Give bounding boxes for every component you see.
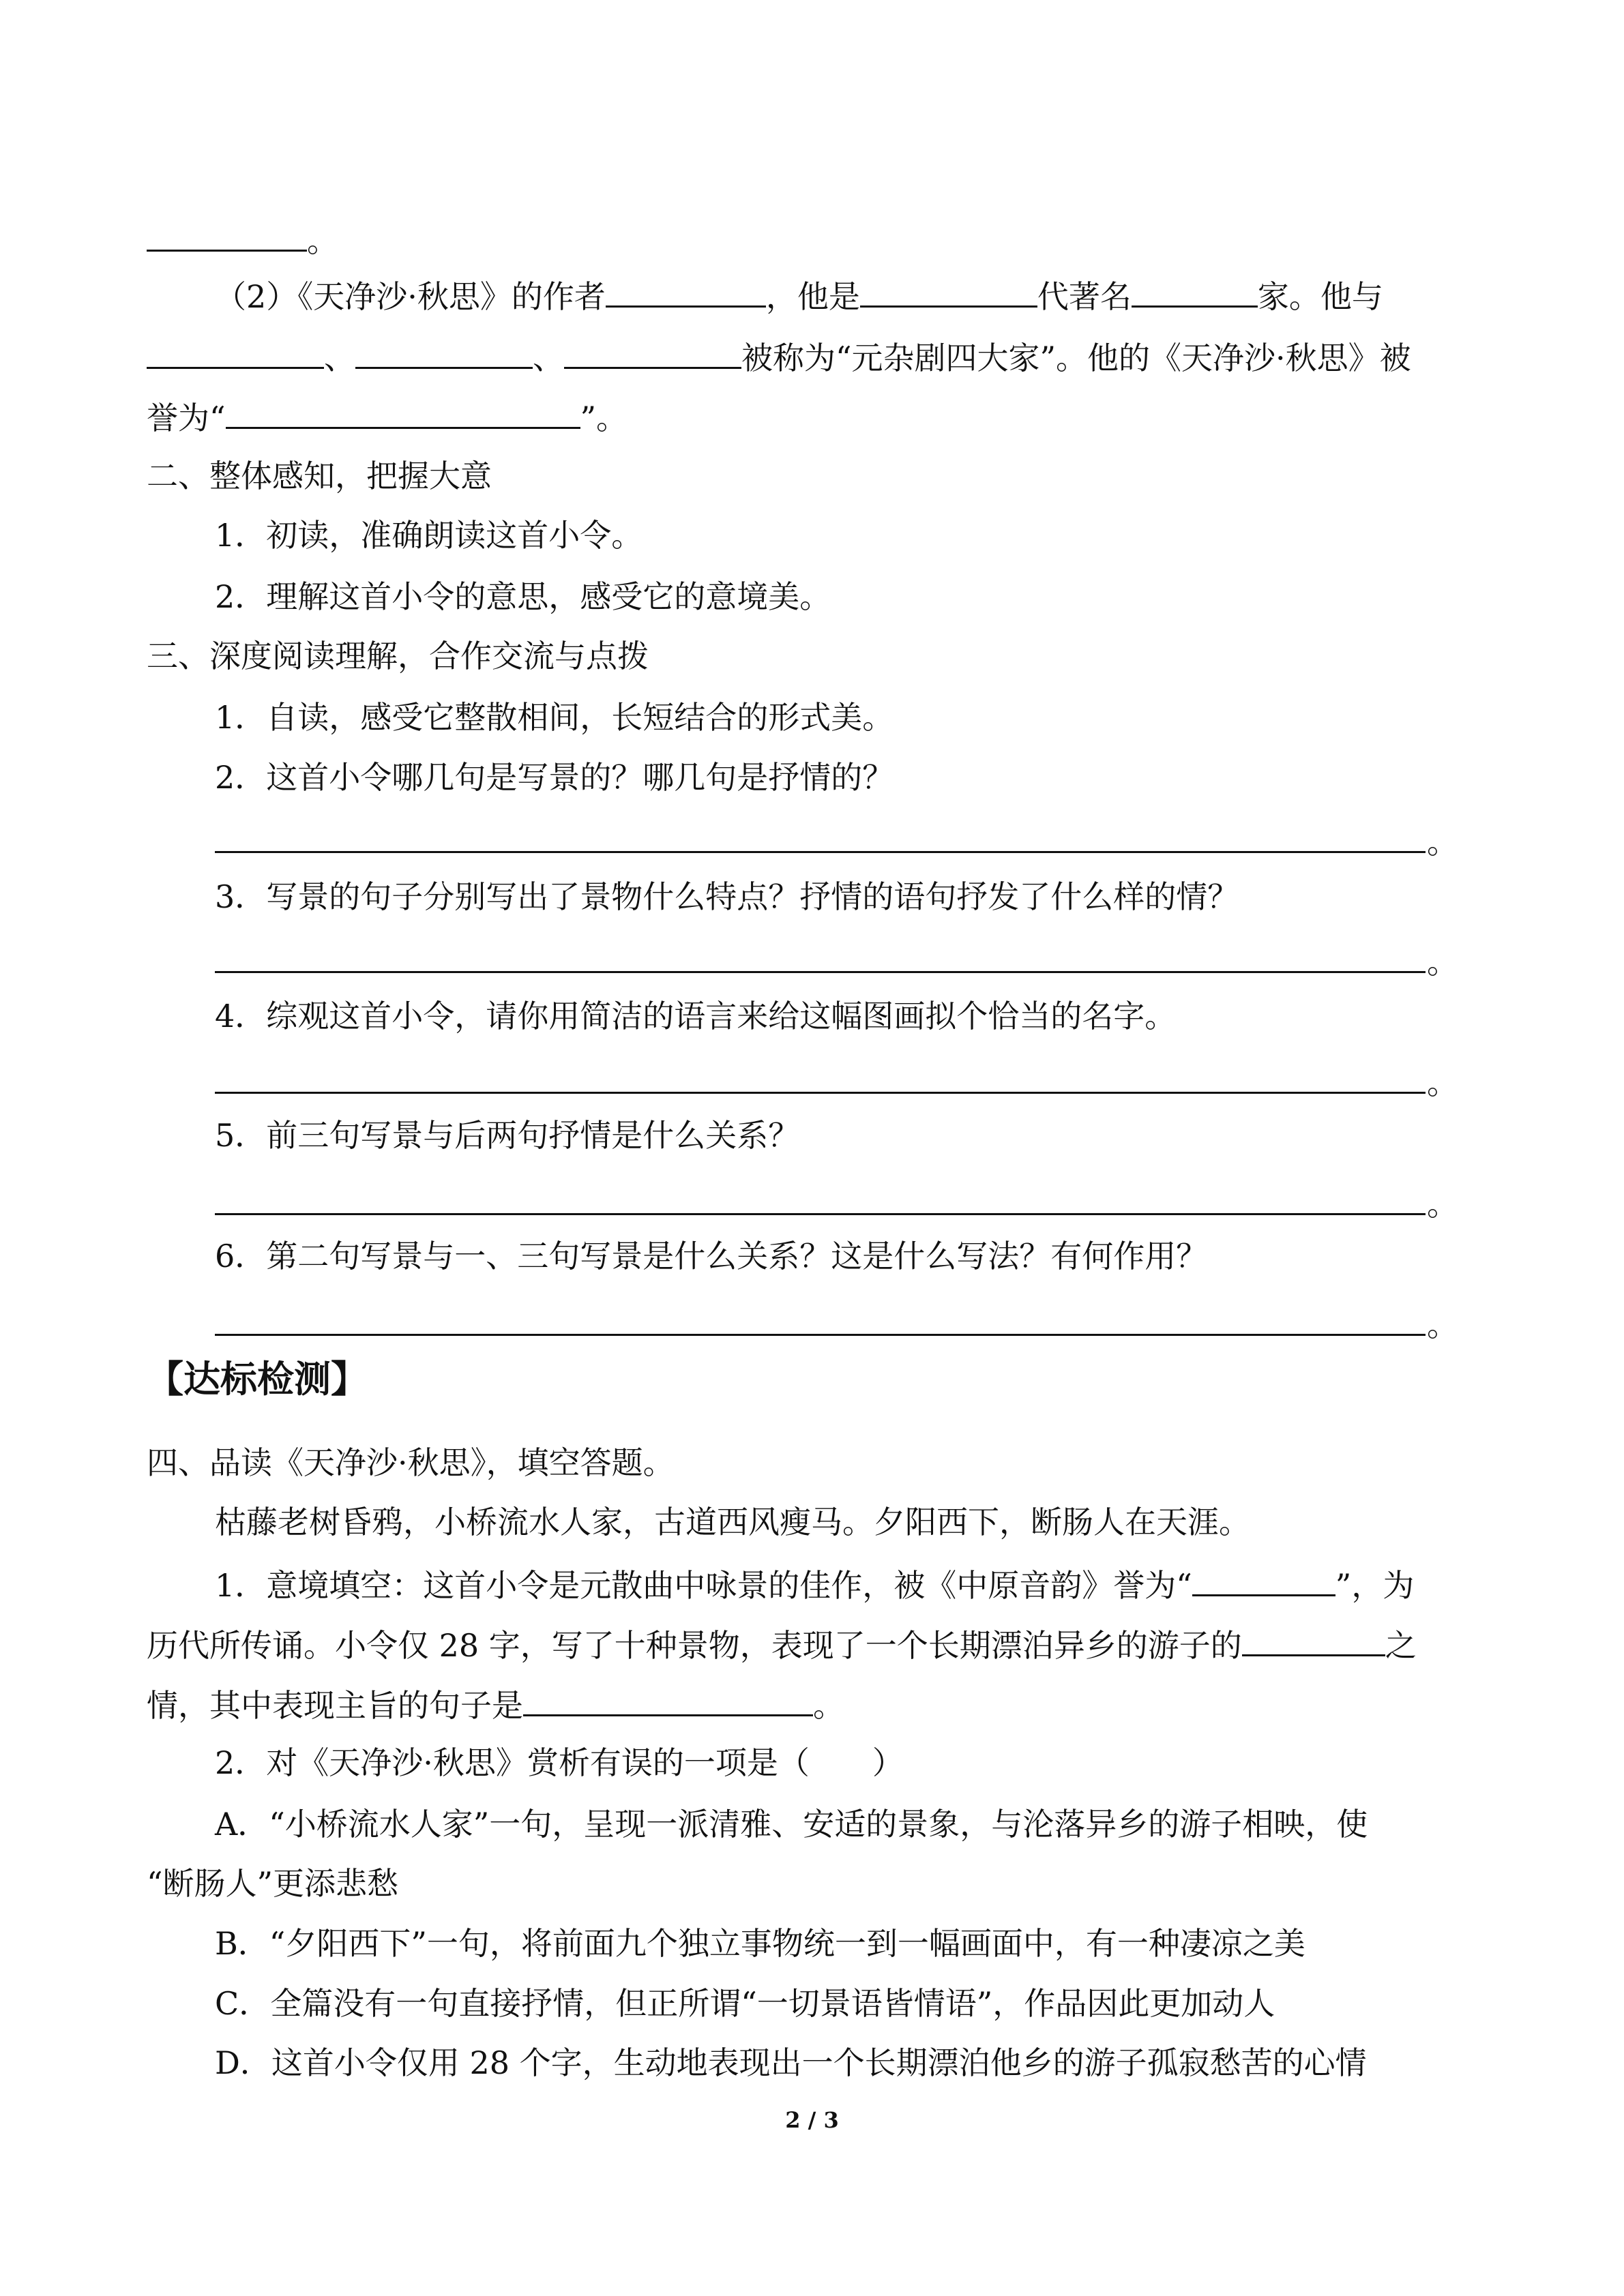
- answer-line-2[interactable]: [215, 850, 1426, 853]
- q2-text-e: 、: [324, 340, 355, 376]
- top-continuation: [147, 218, 338, 261]
- emotion-blank[interactable]: [1242, 1623, 1385, 1656]
- page-number: 2 / 3: [785, 2107, 839, 2133]
- section3-question-2: 2．这首小令哪几句是写景的？哪几句是抒情的？: [215, 759, 894, 796]
- answer-line-3[interactable]: [215, 970, 1426, 973]
- answer-line-4[interactable]: [215, 1091, 1426, 1094]
- theme-sentence-blank[interactable]: [523, 1683, 813, 1716]
- option-a-line2[interactable]: “断肠人”更添悲愁: [147, 1865, 399, 1902]
- q2-text-d: 家。他与: [1257, 278, 1383, 315]
- zhongyuan-blank[interactable]: [1192, 1563, 1335, 1596]
- q2-text-i: ”。: [580, 400, 628, 436]
- q2-line1: [215, 274, 1383, 317]
- dramatist-blank-3[interactable]: [564, 336, 741, 369]
- s4-q1-text-d: 之: [1385, 1627, 1417, 1664]
- option-c[interactable]: C．全篇没有一句直接抒情，但正所谓“一切景语皆情语”，作品因此更加动人: [215, 1985, 1275, 2022]
- s4-q1-text-a: 1．意境填空：这首小令是元散曲中咏景的佳作，被《中原音韵》誉为“: [215, 1567, 1192, 1604]
- s4-q1-text-e: 情，其中表现主旨的句子是: [147, 1687, 523, 1724]
- s4-q1-text-f: 。: [813, 1687, 844, 1724]
- section3-question-5: 5．前三句写景与后两句抒情是什么关系？: [215, 1117, 800, 1154]
- option-b[interactable]: B．“夕阳西下”一句，将前面九个独立事物统一到一幅画面中，有一种凄凉之美: [215, 1925, 1305, 1962]
- q2-line2: [147, 336, 1411, 378]
- dramatist-blank-2[interactable]: [355, 336, 533, 369]
- section2-title: 二、整体感知，把握大意: [147, 458, 492, 494]
- q2-text-g: 被称为“元杂剧四大家”。他的《天净沙·秋思》被: [741, 340, 1411, 376]
- section3-title: 三、深度阅读理解，合作交流与点拨: [147, 638, 649, 674]
- q2-text-c: 代著名: [1037, 278, 1132, 315]
- q2-text-a: （2）《天净沙·秋思》的作者: [215, 278, 606, 315]
- dynasty-blank[interactable]: [860, 274, 1037, 308]
- standard-test-heading: 【达标检测】: [147, 1358, 368, 1401]
- blank[interactable]: [147, 218, 307, 252]
- answer-end-2: 。: [1427, 824, 1458, 861]
- s4-q1-text-b: ”，为: [1335, 1567, 1415, 1604]
- s4-q1-line2: [147, 1623, 1417, 1666]
- answer-line-6[interactable]: [215, 1333, 1426, 1336]
- answer-end-6: 。: [1427, 1307, 1458, 1343]
- answer-end-5: 。: [1427, 1186, 1458, 1223]
- answer-end-3: 。: [1427, 944, 1458, 981]
- option-d[interactable]: D．这首小令仅用 28 个字，生动地表现出一个长期漂泊他乡的游子孤寂愁苦的心情: [215, 2044, 1367, 2081]
- s4-q1-text-c: 历代所传诵。小令仅 28 字，写了十种景物，表现了一个长期漂泊异乡的游子的: [147, 1627, 1242, 1664]
- section3-question-3: 3．写景的句子分别写出了景物什么特点？抒情的语句抒发了什么样的情？: [215, 878, 1239, 915]
- q2-text-f: 、: [533, 340, 564, 376]
- author-blank[interactable]: [606, 274, 766, 308]
- end-mark: 。: [307, 222, 338, 259]
- option-a-line1[interactable]: A．“小桥流水人家”一句，呈现一派清雅、安适的景象，与沦落异乡的游子相映，使: [215, 1806, 1368, 1843]
- q2-text-b: ，他是: [765, 278, 860, 315]
- profession-blank[interactable]: [1132, 274, 1258, 308]
- s4-q2-stem: 2．对《天净沙·秋思》赏析有误的一项是（ ）: [215, 1744, 904, 1781]
- q2-text-h: 誉为“: [147, 400, 226, 436]
- dramatist-blank-1[interactable]: [147, 336, 324, 369]
- s4-q1-line1: [215, 1563, 1414, 1606]
- s4-q1-line3: [147, 1683, 844, 1726]
- answer-line-5[interactable]: [215, 1212, 1426, 1215]
- section2-item-1: 1．初读，准确朗读这首小令。: [215, 517, 643, 554]
- section3-question-4: 4．综观这首小令，请你用简洁的语言来给这幅图画拟个恰当的名字。: [215, 998, 1177, 1034]
- answer-end-4: 。: [1427, 1064, 1458, 1101]
- praise-blank[interactable]: [226, 396, 580, 429]
- section2-item-2: 2．理解这首小令的意思，感受它的意境美。: [215, 578, 831, 615]
- poem-text: 枯藤老树昏鸦，小桥流水人家，古道西风瘦马。夕阳西下，断肠人在天涯。: [215, 1504, 1250, 1540]
- q2-line3: [147, 396, 628, 438]
- section3-item-1: 1．自读，感受它整散相间，长短结合的形式美。: [215, 699, 894, 736]
- section4-title: 四、品读《天净沙·秋思》，填空答题。: [147, 1444, 675, 1481]
- section3-question-6: 6．第二句写景与一、三句写景是什么关系？这是什么写法？有何作用？: [215, 1238, 1208, 1274]
